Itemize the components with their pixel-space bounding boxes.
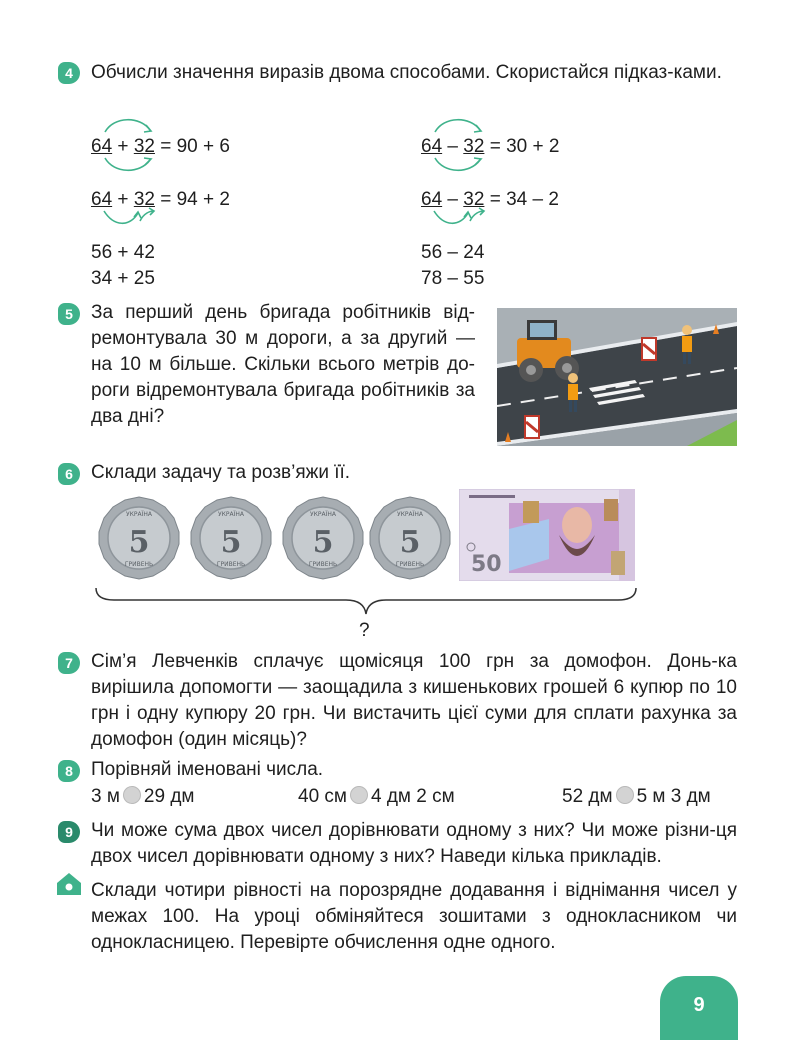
task-number-badge: 9: [58, 821, 80, 843]
svg-text:5: 5: [399, 525, 421, 560]
task-number-badge: 5: [58, 303, 80, 325]
task-5-text: За перший день бригада робітників від-ремонтувала 30 м дороги, а за другий — на 10 м більше. Скільки всього метрів до-роги відремонтувала бригада робітників за два дні?: [91, 302, 475, 427]
svg-text:5: 5: [312, 525, 334, 560]
banknote-50-hryvnias: [459, 489, 635, 581]
task-number-badge: 8: [58, 760, 80, 782]
svg-text:50: 50: [471, 552, 502, 577]
example-expression: 64 + 32 = 94 + 2: [91, 189, 230, 210]
comparison-item: 3 м 29 дм: [91, 786, 195, 807]
svg-text:5: 5: [220, 525, 242, 560]
page-number: 9: [660, 976, 738, 1040]
coin-5-hryvnias: [281, 496, 365, 588]
exercise-expression: 56 – 24: [421, 242, 485, 263]
comparison-item: 52 дм 5 м 3 дм: [562, 786, 711, 807]
comparison-circle[interactable]: [123, 786, 141, 804]
coin-5-hryvnias: [97, 496, 181, 588]
comparison-item: 40 см 4 дм 2 см: [298, 786, 455, 807]
brace-question: ?: [359, 620, 370, 641]
svg-text:ГРИВЕНЬ: ГРИВЕНЬ: [308, 561, 338, 568]
svg-text:УКРАЇНА: УКРАЇНА: [309, 511, 337, 518]
task-number-badge: 4: [58, 62, 80, 84]
comparison-circle[interactable]: [350, 786, 368, 804]
hint-arrows: [430, 205, 490, 235]
svg-text:УКРАЇНА: УКРАЇНА: [125, 511, 153, 518]
task-7-text: Сім’я Левченків сплачує щомісяця 100 грн за домофон. Донь-ка вирішила допомогти — заощадила з кишенькових грошей 6 купюр по 10 грн і одну купюру 20 грн. Чи вистачить цієї суми для сплати рахунка за домофон (один місяць)?: [91, 651, 737, 750]
homework-text: Склади чотири рівності на порозрядне додавання і віднімання чисел у межах 100. На уроці обміняйтеся зошитами з однокласником чи однокласницею. Перевірте обчислення одне одного.: [91, 880, 737, 953]
task-number-badge: 7: [58, 652, 80, 674]
road-illustration: [497, 308, 737, 446]
task-4-text: Обчисли значення виразів двома способами. Скористайся підказ-ками.: [91, 62, 722, 83]
task-9-text: Чи може сума двох чисел дорівнювати одному з них? Чи може різни-ця двох чисел дорівнювати одному з них? Наведи кілька прикладів.: [91, 820, 737, 867]
home-icon: [56, 872, 82, 896]
task-8-text: Порівняй іменовані числа.: [91, 759, 324, 780]
svg-text:УКРАЇНА: УКРАЇНА: [396, 511, 424, 518]
exercise-expression: 56 + 42: [91, 242, 155, 263]
comparison-circle[interactable]: [616, 786, 634, 804]
exercise-expression: 78 – 55: [421, 268, 485, 289]
svg-text:ГРИВЕНЬ: ГРИВЕНЬ: [395, 561, 425, 568]
task-number-badge: 6: [58, 463, 80, 485]
hint-arrows: [100, 205, 160, 235]
curly-brace: [94, 586, 638, 618]
example-expression: 64 + 32 = 90 + 6: [91, 136, 230, 157]
example-expression: 64 – 32 = 34 – 2: [421, 189, 559, 210]
exercise-expression: 34 + 25: [91, 268, 155, 289]
svg-text:УКРАЇНА: УКРАЇНА: [217, 511, 245, 518]
coin-5-hryvnias: [368, 496, 452, 588]
svg-text:ГРИВЕНЬ: ГРИВЕНЬ: [216, 561, 246, 568]
task-6-text: Склади задачу та розв’яжи її.: [91, 462, 351, 483]
svg-text:5: 5: [128, 525, 150, 560]
coin-5-hryvnias: [189, 496, 273, 588]
svg-text:ГРИВЕНЬ: ГРИВЕНЬ: [124, 561, 154, 568]
example-expression: 64 – 32 = 30 + 2: [421, 136, 560, 157]
